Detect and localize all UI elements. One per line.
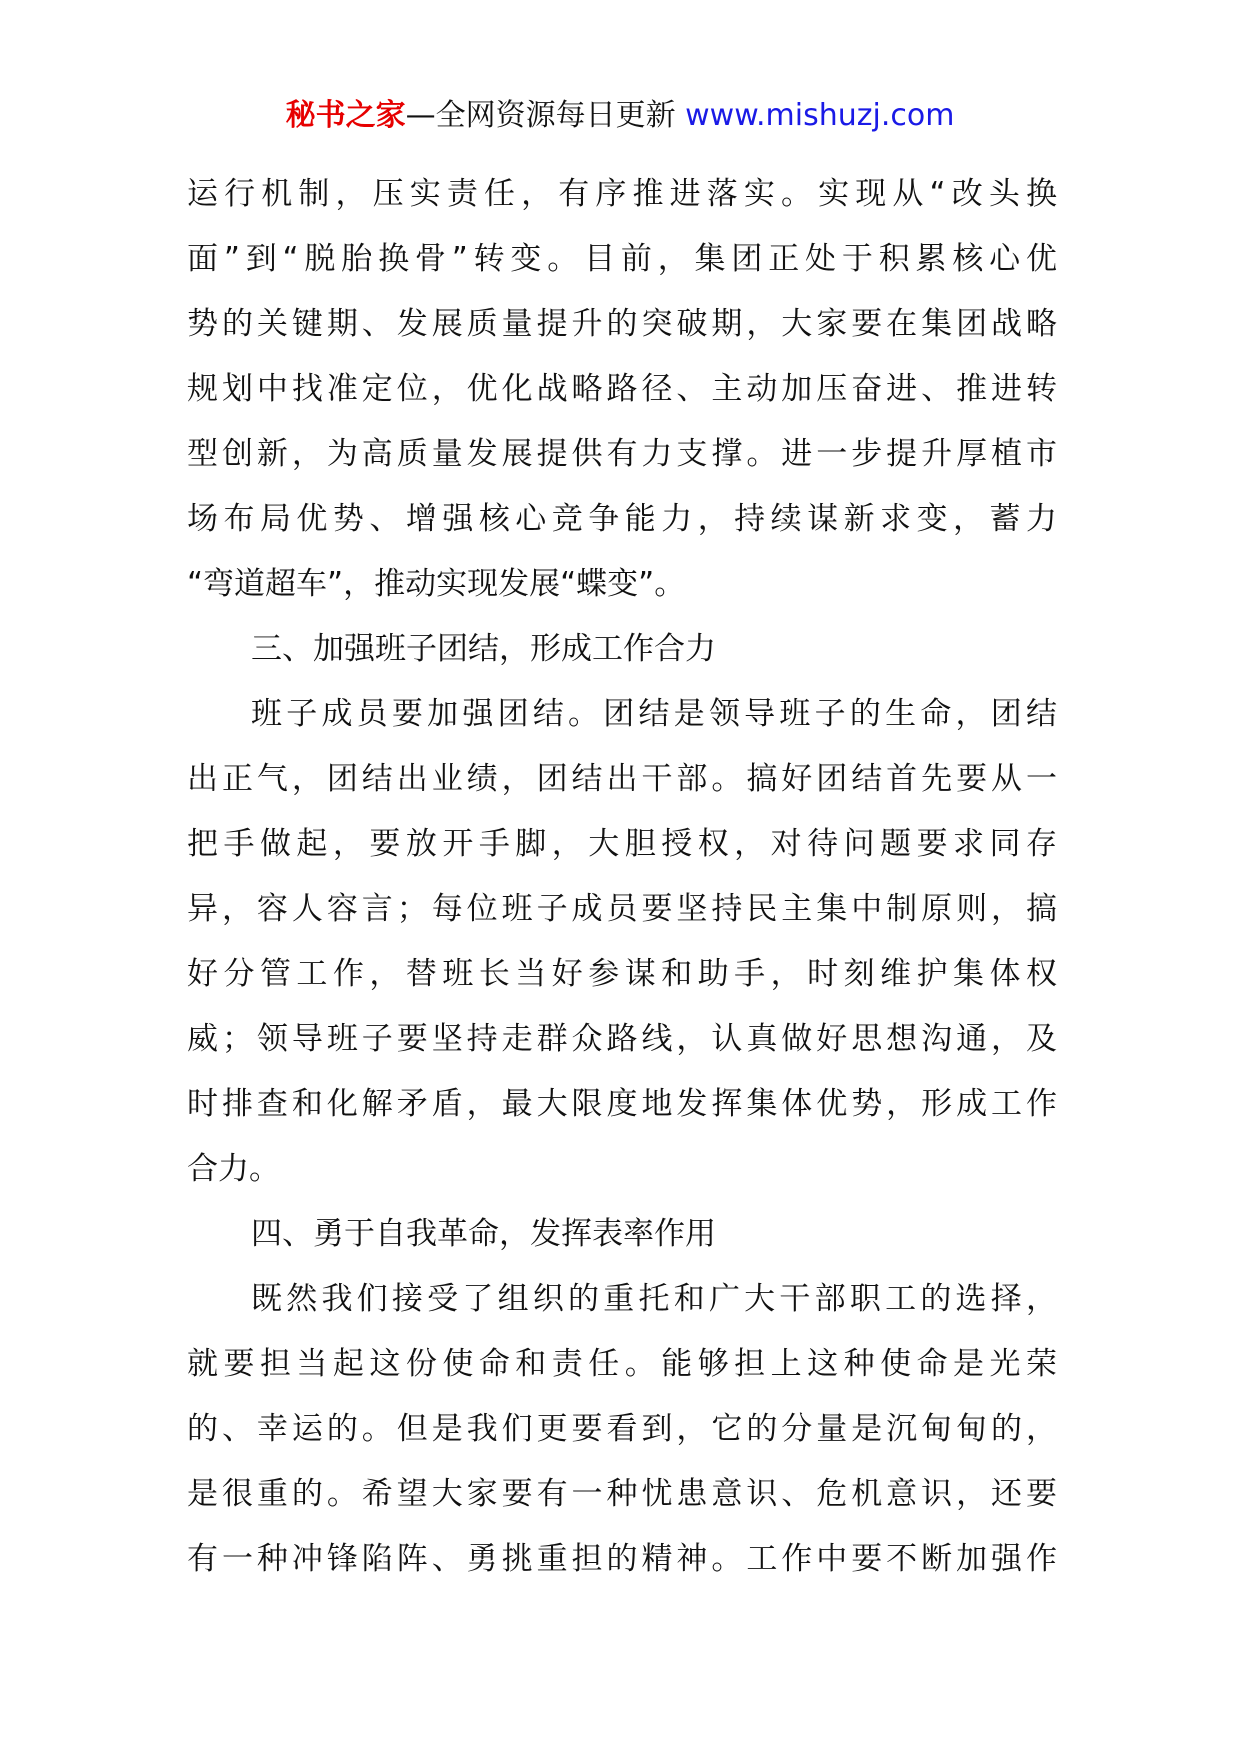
paragraph-line: 型创新，为高质量发展提供有力支撑。进一步提升厚植市 — [187, 436, 1057, 472]
site-url-link[interactable]: www.mishuzj.com — [685, 98, 955, 133]
paragraph-last-line: “弯道超车”，推动实现发展“蝶变”。 — [187, 566, 686, 602]
paragraph-line: 规划中找准定位，优化战略路径、主动加压奋进、推进转 — [187, 371, 1057, 407]
paragraph-line: 有一种冲锋陷阵、勇挑重担的精神。工作中要不断加强作 — [187, 1541, 1057, 1577]
paragraph-line: 的、幸运的。但是我们更要看到，它的分量是沉甸甸的， — [187, 1411, 1057, 1447]
paragraph-line: 运行机制，压实责任，有序推进落实。实现从“改头换 — [187, 176, 1057, 212]
paragraph-line: 好分管工作，替班长当好参谋和助手，时刻维护集体权 — [187, 956, 1057, 992]
paragraph-line: 场布局优势、增强核心竞争能力，持续谋新求变，蓄力 — [187, 501, 1057, 537]
paragraph-line: 就要担当起这份使命和责任。能够担上这种使命是光荣 — [187, 1346, 1057, 1382]
paragraph-line: 面”到“脱胎换骨”转变。目前，集团正处于积累核心优 — [187, 241, 1057, 277]
paragraph-first-line: 班子成员要加强团结。团结是领导班子的生命，团结 — [251, 696, 1057, 732]
site-tagline: —全网资源每日更新 — [405, 98, 686, 133]
site-header — [0, 96, 1240, 136]
paragraph-line: 威；领导班子要坚持走群众路线，认真做好思想沟通，及 — [187, 1021, 1057, 1057]
paragraph-line: 势的关键期、发展质量提升的突破期，大家要在集团战略 — [187, 306, 1057, 342]
paragraph-last-line: 合力。 — [187, 1151, 280, 1187]
site-brand: 秘书之家 — [285, 98, 406, 133]
paragraph-line: 异，容人容言；每位班子成员要坚持民主集中制原则，搞 — [187, 891, 1057, 927]
paragraph-line: 时排查和化解矛盾，最大限度地发挥集体优势，形成工作 — [187, 1086, 1057, 1122]
paragraph-line: 出正气，团结出业绩，团结出干部。搞好团结首先要从一 — [187, 761, 1057, 797]
paragraph-line: 把手做起，要放开手脚，大胆授权，对待问题要求同存 — [187, 826, 1057, 862]
section-heading: 三、加强班子团结，形成工作合力 — [251, 631, 716, 667]
document-body — [187, 162, 1057, 1592]
paragraph-line: 是很重的。希望大家要有一种忧患意识、危机意识，还要 — [187, 1476, 1057, 1512]
paragraph-first-line: 既然我们接受了组织的重托和广大干部职工的选择， — [251, 1281, 1057, 1317]
section-heading: 四、勇于自我革命，发挥表率作用 — [251, 1216, 716, 1252]
